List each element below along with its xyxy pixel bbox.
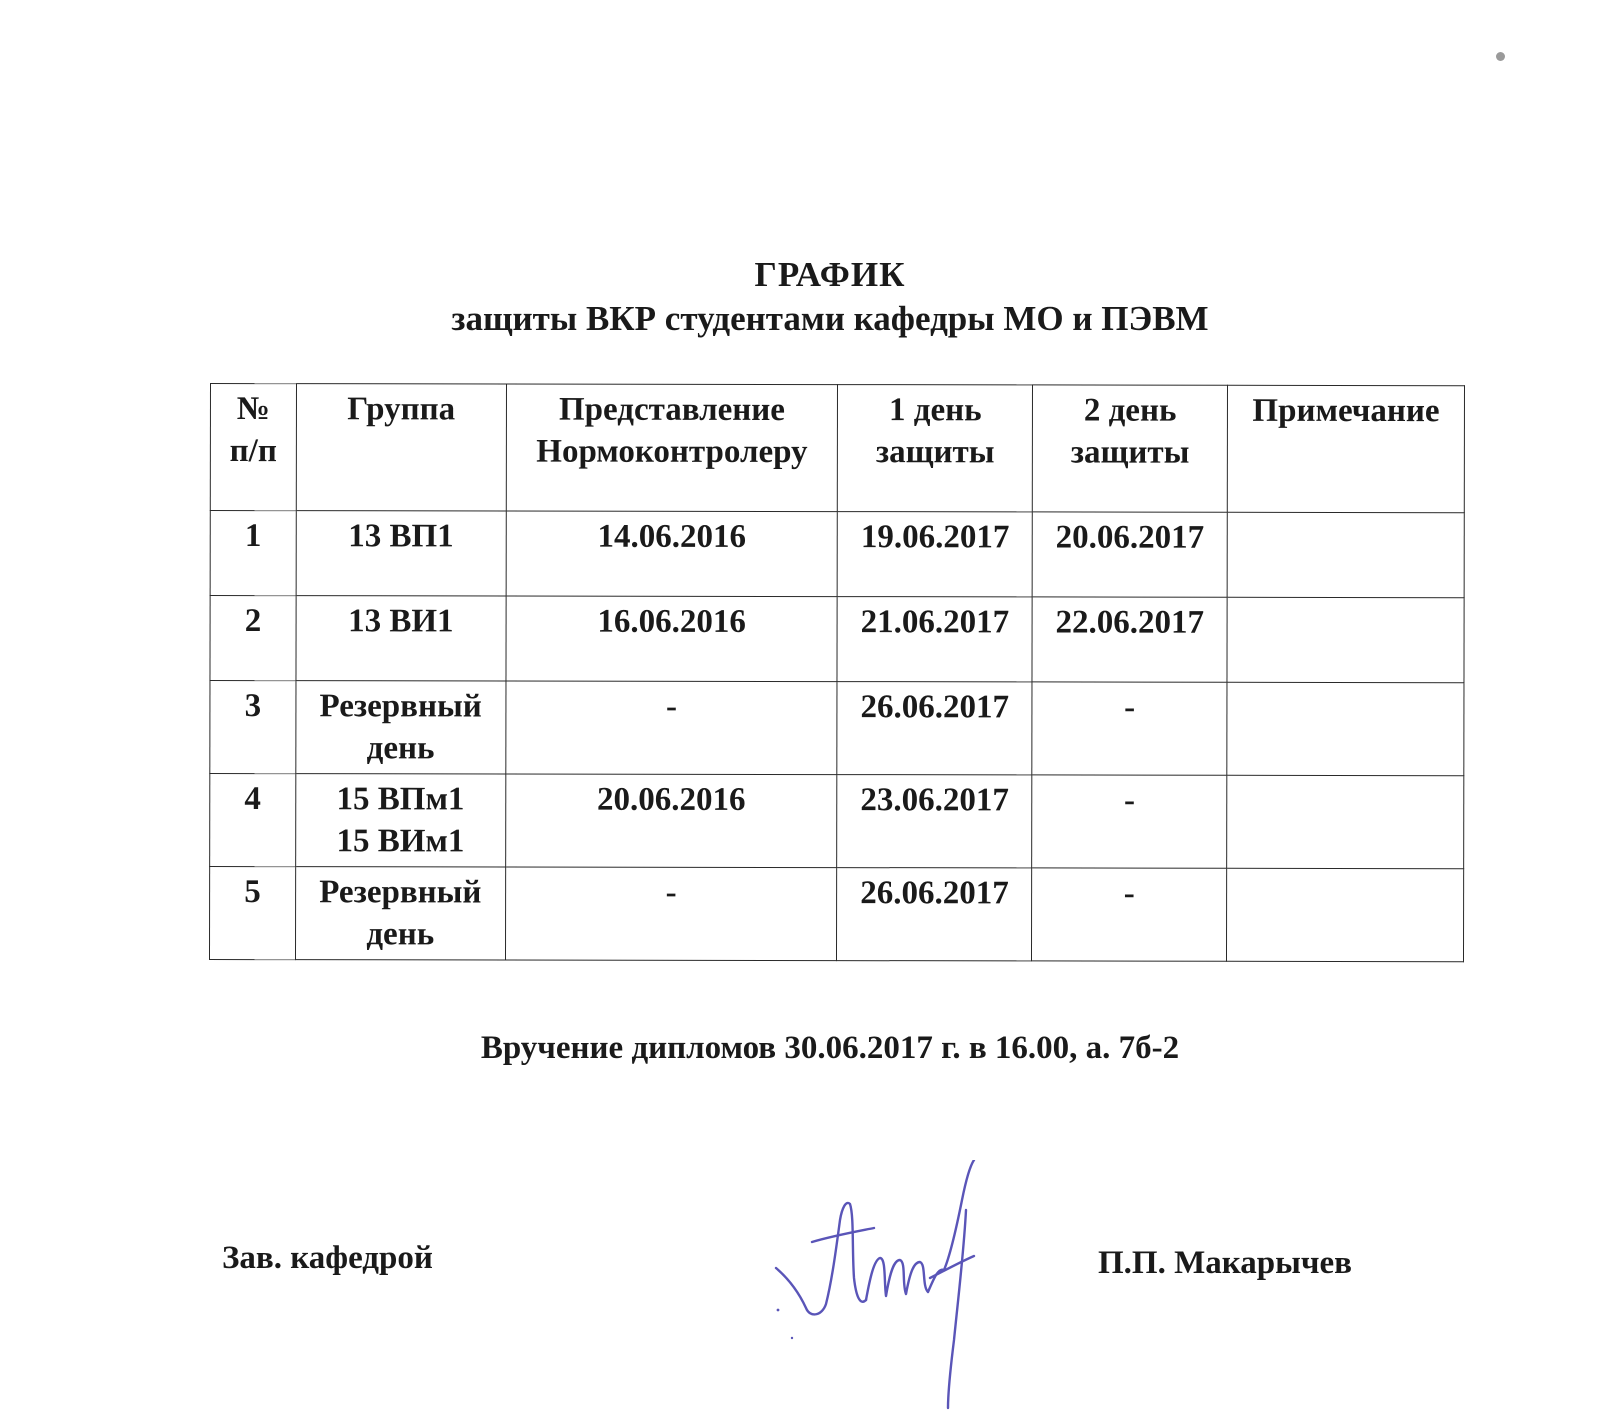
cell-note	[1227, 512, 1464, 597]
table-row	[210, 681, 1464, 776]
header-group: Группа	[296, 384, 506, 511]
diploma-ceremony-note: Вручение дипломов 30.06.2017 г. в 16.00, а. 7б-2	[480, 1030, 1180, 1066]
cell-group: 15 ВПм1 15 ВИм1	[295, 774, 505, 867]
cell-number: 4	[210, 774, 296, 867]
cell-normcontrol: -	[505, 681, 837, 775]
signatory-position: Зав. кафедрой	[222, 1240, 433, 1276]
cell-day1: 23.06.2017	[837, 775, 1032, 868]
cell-day1: 26.06.2017	[837, 682, 1032, 775]
table-row	[210, 511, 1464, 598]
cell-normcontrol: -	[505, 867, 837, 961]
cell-group: 13 ВИ1	[296, 596, 506, 681]
cell-day2: 22.06.2017	[1032, 597, 1227, 682]
handwritten-signature	[770, 1160, 1010, 1410]
cell-day2: -	[1032, 682, 1227, 775]
document-subtitle: защиты ВКР студентами кафедры МО и ПЭВМ	[451, 299, 1209, 338]
signatory-name: П.П. Макарычев	[1098, 1245, 1352, 1281]
title-block	[0, 253, 1600, 341]
cell-day2: -	[1032, 868, 1227, 961]
cell-number: 2	[210, 596, 296, 681]
cell-note	[1227, 682, 1464, 775]
cell-note	[1227, 775, 1464, 868]
header-number: № п/п	[210, 384, 296, 511]
cell-normcontrol: 20.06.2016	[505, 774, 837, 868]
table-row	[209, 867, 1463, 962]
cell-group: Резервный день	[296, 681, 506, 774]
cell-day1: 21.06.2017	[837, 597, 1032, 682]
cell-day2: -	[1032, 775, 1227, 868]
document-title: ГРАФИК	[754, 255, 906, 294]
cell-day1: 26.06.2017	[837, 868, 1032, 961]
header-day2: 2 день защиты	[1033, 385, 1228, 512]
scan-speck	[1496, 52, 1505, 61]
cell-number: 5	[209, 867, 295, 960]
cell-group: 13 ВП1	[296, 511, 506, 596]
cell-normcontrol: 14.06.2016	[506, 511, 838, 597]
table-header-row	[210, 384, 1464, 513]
defense-schedule-table	[209, 383, 1465, 962]
cell-normcontrol: 16.06.2016	[506, 596, 838, 682]
cell-day2: 20.06.2017	[1032, 512, 1227, 597]
table-row	[210, 596, 1464, 683]
cell-group: Резервный день	[295, 867, 505, 960]
cell-number: 3	[210, 681, 296, 774]
cell-note	[1227, 868, 1464, 961]
header-normcontrol: Представление Нормоконтролеру	[506, 384, 838, 512]
cell-number: 1	[210, 511, 296, 596]
cell-day1: 19.06.2017	[838, 512, 1033, 597]
table-row	[210, 774, 1464, 869]
header-note: Примечание	[1227, 385, 1464, 512]
cell-note	[1227, 597, 1464, 682]
header-day1: 1 день защиты	[838, 385, 1033, 512]
